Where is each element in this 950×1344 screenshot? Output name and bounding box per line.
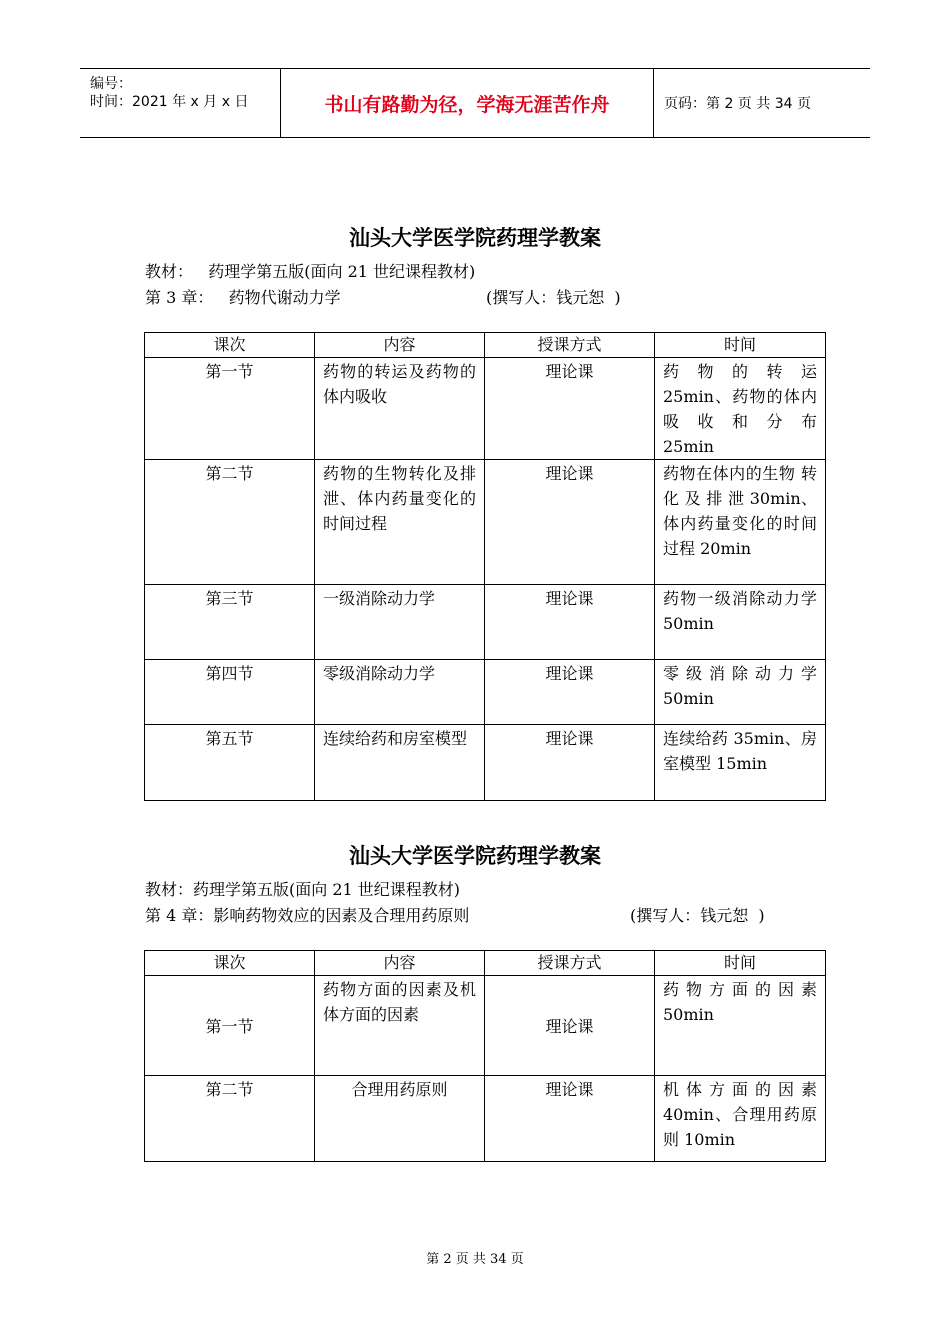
table-row (145, 585, 826, 660)
content-cell: 一级消除动力学 (315, 585, 485, 660)
section2-author: (撰写人：钱元恕 ) (630, 906, 765, 925)
header-page-number: 页码：第 2 页 共 34 页 (664, 96, 811, 112)
header-motto: 书山有路勤为径，学海无涯苦作舟 (281, 69, 654, 137)
section2-schedule-table (144, 950, 826, 1162)
session-cell: 第二节 (145, 1076, 315, 1162)
table-row (145, 358, 826, 460)
method-cell: 理论课 (485, 976, 655, 1076)
column-header: 内容 (315, 951, 485, 976)
method-cell: 理论课 (485, 460, 655, 585)
column-header: 内容 (315, 333, 485, 358)
content-cell: 合理用药原则 (315, 1076, 485, 1162)
content-cell: 药物的生物转化及排泄、体内药量变化的时间过程 (315, 460, 485, 585)
table-row (145, 660, 826, 725)
section1-chapter: 第 3 章： 药物代谢动力学 (145, 288, 341, 307)
header-info-cell (80, 69, 281, 137)
session-cell: 第四节 (145, 660, 315, 725)
method-cell: 理论课 (485, 585, 655, 660)
column-header: 课次 (145, 333, 315, 358)
content-cell: 连续给药和房室模型 (315, 725, 485, 801)
section2-chapter: 第 4 章：影响药物效应的因素及合理用药原则 (145, 906, 470, 925)
session-cell: 第一节 (145, 976, 315, 1076)
time-cell: 连续给药 35min、房室模型 15min (655, 725, 826, 801)
section2-textbook: 教材：药理学第五版(面向 21 世纪课程教材) (145, 880, 461, 899)
session-cell: 第一节 (145, 358, 315, 460)
method-cell: 理论课 (485, 660, 655, 725)
section2-title: 汕头大学医学院药理学教案 (349, 843, 601, 868)
column-header: 课次 (145, 951, 315, 976)
content-cell: 药物方面的因素及机体方面的因素 (315, 976, 485, 1076)
time-cell: 药物一级消除动力学 50min (655, 585, 826, 660)
document-number-label: 编号： (90, 76, 132, 92)
session-cell: 第二节 (145, 460, 315, 585)
column-header: 时间 (655, 951, 826, 976)
content-cell: 药物的转运及药物的体内吸收 (315, 358, 485, 460)
section1-textbook: 教材： 药理学第五版(面向 21 世纪课程教材) (145, 262, 476, 281)
table-row (145, 976, 826, 1076)
session-cell: 第三节 (145, 585, 315, 660)
column-header: 时间 (655, 333, 826, 358)
column-header: 授课方式 (485, 951, 655, 976)
section1-schedule-table (144, 332, 826, 801)
time-cell: 药物在体内的生物 转 化 及 排 泄 30min、体内药量变化的时间过程 20min (655, 460, 826, 585)
table-row (145, 725, 826, 801)
method-cell: 理论课 (485, 1076, 655, 1162)
content-cell: 零级消除动力学 (315, 660, 485, 725)
time-cell: 零级消除动力学 50min (655, 660, 826, 725)
section1-author: (撰写人：钱元恕 ) (486, 288, 621, 307)
page-header (80, 68, 870, 138)
session-cell: 第五节 (145, 725, 315, 801)
table-row (145, 1076, 826, 1162)
time-cell: 药 物 的 转 运 25min、药物的体内 吸 收 和 分 布 25min (655, 358, 826, 460)
method-cell: 理论课 (485, 358, 655, 460)
document-date-label: 时间：2021 年 x 月 x 日 (90, 94, 249, 110)
time-cell: 药物方面的因素 50min (655, 976, 826, 1076)
table-row (145, 460, 826, 585)
table-header-row (145, 333, 826, 358)
section1-title: 汕头大学医学院药理学教案 (349, 225, 601, 250)
column-header: 授课方式 (485, 333, 655, 358)
table-header-row (145, 951, 826, 976)
page-footer: 第 2 页 共 34 页 (426, 1252, 524, 1267)
time-cell: 机体方面的因素 40min、合理用药原则 10min (655, 1076, 826, 1162)
method-cell: 理论课 (485, 725, 655, 801)
